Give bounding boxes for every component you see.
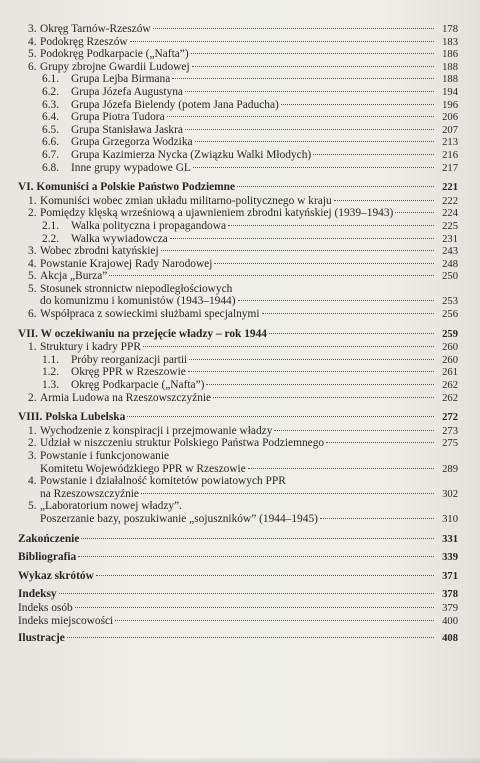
entry-title: Grupa Stanisława Jaskra bbox=[71, 123, 183, 136]
entry-title: Grupa Lejba Birmana bbox=[71, 73, 171, 86]
toc-entry bbox=[18, 615, 458, 628]
section-title: Zakończenie bbox=[18, 532, 80, 545]
dot-leader bbox=[326, 442, 434, 443]
entry-page: 379 bbox=[442, 602, 458, 614]
entry-number: 6.4. bbox=[42, 111, 60, 124]
entry-number: 6.3. bbox=[42, 98, 60, 111]
dot-leader bbox=[193, 167, 434, 168]
toc-entry bbox=[18, 437, 458, 450]
entry-page: 217 bbox=[442, 162, 458, 174]
toc-entry-continuation bbox=[18, 463, 458, 476]
toc-subentry bbox=[18, 149, 458, 162]
toc-entry-continuation bbox=[18, 488, 458, 501]
toc-entry bbox=[18, 61, 458, 74]
entry-number: 6.2. bbox=[42, 85, 60, 98]
entry-title: Armia Ludowa na Rzeszowszczyźnie bbox=[40, 391, 212, 404]
section-page: 339 bbox=[442, 552, 458, 564]
dot-leader bbox=[170, 238, 434, 239]
entry-number: 6.8. bbox=[42, 161, 60, 174]
dot-leader bbox=[214, 263, 434, 264]
toc-subentry bbox=[18, 162, 458, 175]
entry-title: Udział w niszczeniu struktur Polskiego Państwa Podziemnego bbox=[40, 437, 325, 450]
toc-entry bbox=[18, 500, 458, 513]
entry-number: 3. bbox=[28, 450, 37, 462]
dot-leader bbox=[188, 371, 434, 372]
dot-leader bbox=[81, 538, 434, 539]
section-page: 378 bbox=[442, 589, 458, 601]
entry-title: Stosunek stronnictw niepodległościowych bbox=[40, 282, 233, 295]
entry-number: 1. bbox=[28, 341, 37, 354]
entry-title: Grupa Kazimierza Nycka (Związku Walki Młodych) bbox=[71, 148, 312, 161]
dot-leader bbox=[153, 28, 434, 29]
toc-entry bbox=[18, 195, 458, 208]
dot-leader bbox=[96, 575, 434, 576]
dot-leader bbox=[262, 313, 434, 314]
chapter-title: VIII. Polska Lubelska bbox=[18, 411, 126, 424]
dot-leader bbox=[228, 225, 434, 226]
entry-page: 206 bbox=[442, 112, 458, 124]
dot-leader bbox=[185, 129, 434, 130]
table-of-contents bbox=[18, 23, 458, 646]
entry-number: 4. bbox=[28, 35, 37, 48]
dot-leader bbox=[172, 78, 434, 79]
dot-leader bbox=[189, 359, 434, 360]
section-title: Ilustracje bbox=[18, 632, 65, 645]
entry-number: 5. bbox=[28, 500, 37, 513]
dot-leader bbox=[127, 416, 434, 417]
entry-page: 186 bbox=[442, 49, 458, 61]
toc-entry bbox=[18, 36, 458, 49]
toc-subentry bbox=[18, 73, 458, 86]
dot-leader bbox=[248, 468, 434, 469]
toc-entry-continuation bbox=[18, 295, 458, 308]
chapter-title: VII. W oczekiwaniu na przejęcie władzy – rok 1944 bbox=[18, 327, 268, 340]
entry-title: Grupa Józefa Augustyna bbox=[71, 85, 183, 98]
entry-number: 1. bbox=[28, 424, 37, 437]
entry-page: 196 bbox=[442, 99, 458, 111]
toc-entry-continuation bbox=[18, 513, 458, 526]
section-heading-indeksy bbox=[18, 588, 458, 602]
entry-title: Grupy zbrojne Gwardii Ludowej bbox=[40, 60, 190, 73]
entry-number: 6.5. bbox=[42, 123, 60, 136]
entry-number: 2.2. bbox=[42, 232, 60, 245]
toc-entry bbox=[18, 602, 458, 615]
entry-number: 6. bbox=[28, 308, 37, 321]
entry-title: Współpraca z sowieckimi służbami specjalnymi bbox=[40, 308, 260, 321]
section-title: Indeksy bbox=[18, 588, 57, 601]
entry-number: 2. bbox=[28, 437, 37, 450]
entry-number: 2.1. bbox=[42, 219, 60, 232]
entry-title: Grupa Piotra Tudora bbox=[71, 111, 165, 124]
entry-page: 213 bbox=[442, 137, 458, 149]
toc-entry bbox=[18, 308, 458, 321]
entry-page: 289 bbox=[442, 463, 458, 475]
entry-page: 178 bbox=[442, 24, 458, 35]
entry-number: 5. bbox=[28, 282, 37, 295]
chapter-page: 272 bbox=[442, 412, 458, 424]
entry-number: 2. bbox=[28, 391, 37, 404]
entry-page: 302 bbox=[442, 488, 458, 500]
dot-leader bbox=[185, 91, 434, 92]
entry-title: Pomiędzy klęską wrześniową a ujawnieniem zbrodni katyńskiej (1939–1943) bbox=[40, 207, 394, 220]
dot-leader bbox=[141, 493, 434, 494]
section-page: 408 bbox=[442, 633, 458, 645]
dot-leader bbox=[109, 275, 434, 276]
entry-title: Indeks miejscowości bbox=[18, 614, 114, 627]
toc-subentry bbox=[18, 233, 458, 246]
toc-entry bbox=[18, 475, 458, 488]
entry-page: 207 bbox=[442, 124, 458, 136]
dot-leader bbox=[395, 212, 434, 213]
entry-title: Komitetu Wojewódzkiego PPR w Rzeszowie bbox=[40, 462, 246, 475]
dot-leader bbox=[320, 518, 434, 519]
toc-entry bbox=[18, 23, 458, 36]
toc-entry bbox=[18, 341, 458, 354]
entry-title: Indeks osób bbox=[18, 601, 73, 614]
entry-title: Komuniści wobec zmian układu militarno-politycznego w kraju bbox=[40, 194, 332, 207]
entry-number: 6.7. bbox=[42, 148, 60, 161]
dot-leader bbox=[274, 430, 434, 431]
entry-title: Walka polityczna i propagandowa bbox=[71, 219, 227, 232]
dot-leader bbox=[115, 620, 434, 621]
entry-title: Podokręg Podkarpacie („Nafta”) bbox=[40, 48, 189, 61]
entry-page: 231 bbox=[442, 233, 458, 245]
entry-title: Podokręg Rzeszów bbox=[40, 35, 128, 48]
entry-number: 3. bbox=[28, 245, 37, 258]
entry-number: 1.2. bbox=[42, 366, 60, 379]
toc-entry bbox=[18, 207, 458, 220]
toc-subentry bbox=[18, 220, 458, 233]
toc-entry bbox=[18, 450, 458, 463]
dot-leader bbox=[281, 104, 434, 105]
entry-number: 5. bbox=[28, 48, 37, 61]
dot-leader bbox=[75, 607, 434, 608]
dot-leader bbox=[161, 250, 434, 251]
entry-page: 273 bbox=[442, 425, 458, 437]
entry-title: Powstanie Krajowej Rady Narodowej bbox=[40, 257, 213, 270]
dot-leader bbox=[313, 154, 434, 155]
entry-page: 222 bbox=[442, 195, 458, 207]
entry-number: 1. bbox=[28, 194, 37, 207]
section-title: Bibliografia bbox=[18, 551, 77, 564]
entry-title: Poszerzanie bazy, poszukiwanie „sojuszników” (1944–1945) bbox=[40, 512, 318, 525]
entry-page: 216 bbox=[442, 149, 458, 161]
toc-subentry bbox=[18, 354, 458, 367]
entry-page: 400 bbox=[442, 615, 458, 627]
chapter-heading bbox=[18, 411, 458, 425]
chapter-heading bbox=[18, 328, 458, 342]
entry-page: 194 bbox=[442, 86, 458, 98]
dot-leader bbox=[59, 593, 434, 594]
entry-page: 188 bbox=[442, 74, 458, 86]
entry-page: 188 bbox=[442, 61, 458, 73]
dot-leader bbox=[334, 200, 434, 201]
dot-leader bbox=[195, 141, 434, 142]
chapter-heading bbox=[18, 181, 458, 195]
toc-entry bbox=[18, 245, 458, 258]
entry-page: 262 bbox=[442, 392, 458, 404]
dot-leader bbox=[192, 66, 434, 67]
dot-leader bbox=[143, 346, 434, 347]
dot-leader bbox=[67, 637, 434, 638]
dot-leader bbox=[206, 384, 434, 385]
entry-title: Powstanie i działalność komitetów powiatowych PPR bbox=[40, 475, 286, 488]
section-page: 371 bbox=[442, 570, 458, 582]
dot-leader bbox=[78, 556, 434, 557]
entry-page: 253 bbox=[442, 296, 458, 308]
toc-subentry bbox=[18, 379, 458, 392]
chapter-page: 259 bbox=[442, 328, 458, 340]
dot-leader bbox=[191, 53, 434, 54]
entry-page: 250 bbox=[442, 271, 458, 283]
entry-number: 6.6. bbox=[42, 136, 60, 149]
dot-leader bbox=[167, 116, 434, 117]
entry-title: na Rzeszowszczyźnie bbox=[40, 487, 139, 500]
entry-number: 6.1. bbox=[42, 73, 60, 86]
entry-title: Okręg Tarnów-Rzeszów bbox=[40, 23, 151, 35]
chapter-page: 221 bbox=[442, 182, 458, 194]
entry-number: 4. bbox=[28, 475, 37, 488]
entry-title: Inne grupy wypadowe GL bbox=[71, 161, 191, 174]
entry-number: 4. bbox=[28, 257, 37, 270]
entry-page: 256 bbox=[442, 309, 458, 321]
entry-page: 225 bbox=[442, 220, 458, 232]
entry-page: 243 bbox=[442, 246, 458, 258]
entry-title: Walka wywiadowcza bbox=[71, 232, 168, 245]
entry-page: 275 bbox=[442, 438, 458, 450]
entry-page: 183 bbox=[442, 36, 458, 48]
entry-title: Struktury i kadry PPR bbox=[40, 341, 141, 354]
entry-page: 261 bbox=[442, 367, 458, 379]
entry-title: Wychodzenie z konspiracji i przejmowanie władzy bbox=[40, 424, 273, 437]
entry-number: 5. bbox=[28, 270, 37, 283]
toc-entry bbox=[18, 270, 458, 283]
section-heading-ilustracje bbox=[18, 632, 458, 646]
entry-title: Okręg PPR w Rzeszowie bbox=[71, 366, 186, 379]
entry-title: Wobec zbrodni katyńskiej bbox=[40, 245, 159, 258]
entry-number: 1.3. bbox=[42, 379, 60, 392]
section-heading-bibliografia bbox=[18, 551, 458, 565]
dot-leader bbox=[238, 300, 434, 301]
section-heading-zakonczenie bbox=[18, 533, 458, 547]
toc-entry bbox=[18, 48, 458, 61]
dot-leader bbox=[213, 397, 434, 398]
entry-page: 248 bbox=[442, 258, 458, 270]
entry-number: 2. bbox=[28, 207, 37, 220]
page-edge-shadow bbox=[0, 757, 480, 763]
entry-page: 310 bbox=[442, 513, 458, 525]
entry-title: Akcja „Burza” bbox=[40, 270, 108, 283]
toc-subentry bbox=[18, 111, 458, 124]
entry-title: Próby reorganizacji partii bbox=[71, 353, 188, 366]
entry-page: 262 bbox=[442, 380, 458, 392]
dot-leader bbox=[237, 186, 434, 187]
toc-entry bbox=[18, 392, 458, 405]
toc-entry bbox=[18, 283, 458, 296]
section-heading-wykaz bbox=[18, 570, 458, 584]
entry-title: Powstanie i funkcjonowanie bbox=[40, 450, 170, 462]
section-title: Wykaz skrótów bbox=[18, 569, 94, 582]
toc-entry bbox=[18, 425, 458, 438]
entry-title: do komunizmu i komunistów (1943–1944) bbox=[40, 295, 236, 308]
dot-leader bbox=[269, 333, 434, 334]
entry-number: 1.1. bbox=[42, 353, 60, 366]
entry-number: 6. bbox=[28, 60, 37, 73]
entry-page: 224 bbox=[442, 208, 458, 220]
entry-number: 3. bbox=[28, 23, 37, 35]
toc-entry bbox=[18, 258, 458, 271]
entry-title: Grupa Józefa Bielendy (potem Jana Paducha) bbox=[71, 98, 279, 111]
entry-page: 260 bbox=[442, 342, 458, 354]
entry-title: „Laboratorium nowej władzy”. bbox=[40, 500, 183, 513]
toc-subentry bbox=[18, 86, 458, 99]
toc-subentry bbox=[18, 136, 458, 149]
chapter-title: VI. Komuniści a Polskie Państwo Podziemne bbox=[18, 181, 236, 194]
dot-leader bbox=[130, 41, 434, 42]
entry-title: Okręg Podkarpacie („Nafta”) bbox=[71, 379, 205, 392]
toc-subentry bbox=[18, 124, 458, 137]
section-page: 331 bbox=[442, 533, 458, 545]
toc-subentry bbox=[18, 99, 458, 112]
entry-page: 260 bbox=[442, 354, 458, 366]
toc-subentry bbox=[18, 366, 458, 379]
entry-title: Grupa Grzegorza Wodzika bbox=[71, 136, 193, 149]
